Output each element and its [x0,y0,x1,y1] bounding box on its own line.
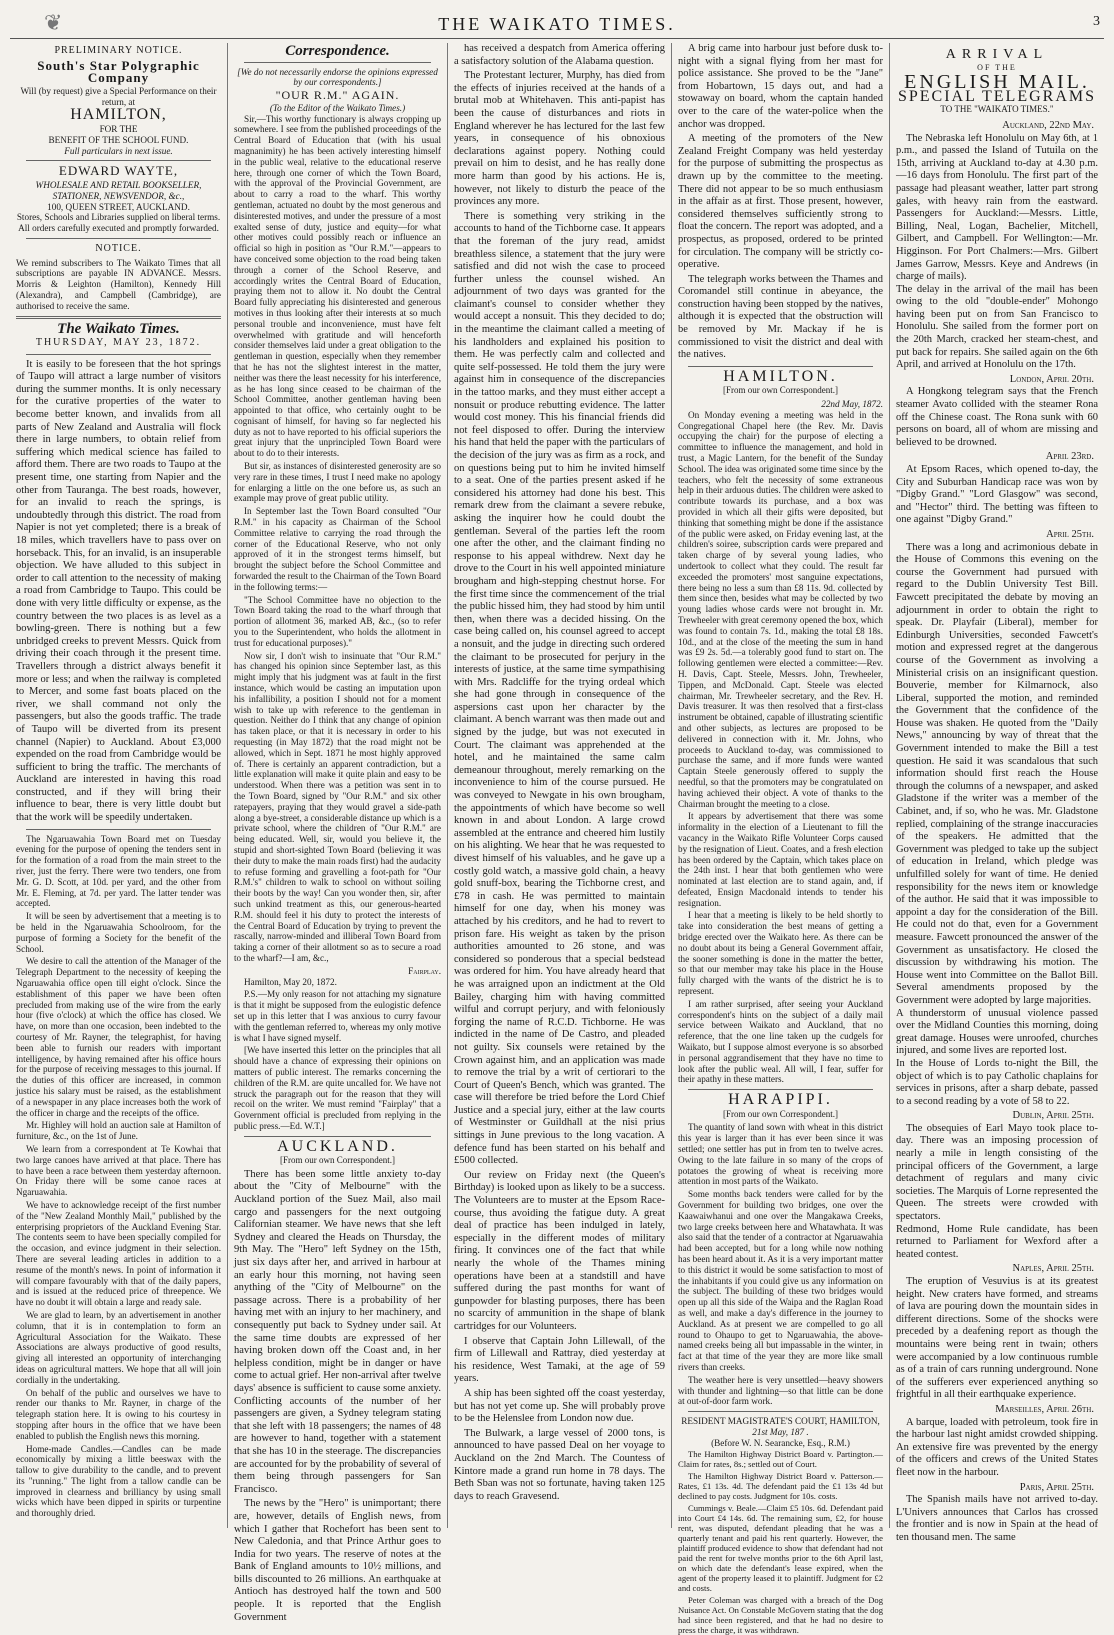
auckland-intro-paragraph: A brig came into harbour just before dusk to-night with a signal flying from her mast for police assistance. She proved to be the "Jane" from Hobartown, 15 days out, and had a stowaway on board, whom the captain handed over to the care of the water-police when the anchor was dropped. [678,43,883,130]
letter-signature: Fairplay. [408,965,441,976]
notice-footer: Full particulars in next issue. [64,145,173,156]
notice-company-title: South's Star Polygraphic Company [37,57,200,86]
court-case: Cummings v. Beale.—Claim £5 10s. 6d. Defendant paid into Court £4 14s. 6d. The remaining sum, £2, for house rent, was disputed, defendant pleading that he was a quarterly tenant and paid his rent quarterly. However, the plaintiff produced evidence to show that defendant had not paid the rent for twelve months prior to the 6th April last, on which date the defendant's lease expired, when the agent of the property leased it to plaintiff. Judgment for £2 and costs. [678,1502,883,1593]
hamilton-paragraph: I am rather surprised, after seeing your Auckland correspondent's hints on the subject of a daily mail service between Waikato and Auckland, that no reference, that the one line taken up the cudgels for Waikato, but I suppose almost everyone is so absorbed in personal aggrandisement that they have no time to look after the public weal. All will, I fear, suffer for their apathy in these matters. [678,998,883,1085]
correspondence-disclaimer: [We do not necessarily endorse the opinions expressed by our correspondents.] [237,66,438,88]
divider [26,829,211,830]
dispatch-text: At Epsom Races, which opened to-day, the City and Suburban Handicap race was won by "Digby Grand." "Lord Glasgow" was second, and "Hector" third. The betting was fifteen to one against "Digby Grand." [896,464,1098,526]
column-4 [672,43,890,1635]
divider [26,354,211,355]
auckland-continued-paragraph: The Bulwark, a large vessel of 2000 tons, is announced to have passed Deal on her voyage to Auckland on the 2nd March. The Countess of Kintore made a grand run home in 78 days. The Beth Sban was not so fortunate, having taken 125 days to reach Gravesend. [454,1427,665,1502]
harapipi-heading: HARAPIPI. [728,1091,833,1109]
letter-addressee: (To the Editor of the Waikato Times.) [269,102,406,113]
letter-paragraph: Sir,—This worthy functionary is always cropping up somewhere. I see from the published proceedings of the Central Board of Education that (with his usual magnanimity) he has been actively interesting himself in the public weal, relative to the educational reserve here, through one corner of which the Town Board, with the approval of the Provincial Government, are about to carry a road to the wharf. This worthy gentleman, actuated no doubt by the most generous and disinterested motives, and under the pressure of a most exalted sense of duty, justice and equity—for what other motives could possibly reach or influence an official so high in position as "Our R.M."—appears to have conceived some objection to the road being taken through a corner of the School Reserve, and accordingly writes the Central Board of Education, praying them not to allow it. No doubt the Central Board fully appreciating his disinterested and generous motives in thus looking after their interests at so much personal trouble and inconvenience, must have felt overwhelmed with gratitude and will henceforth consider themselves laid under a great obligation to the gentleman in question, especially when they remember that he has not the slightest interest in the matter, neither was there the least necessity for his interference, as he has long since ceased to be chairman of the School Committee, another gentleman having been appointed to that office, who certainly ought to be cognisant of himself, for having so far neglected his duty as not to have reported to his official superiors the great injury that the unprincipled Town Board were about to do to their interests. [234,113,441,459]
letter-paragraph: Now sir, I don't wish to insinuate that "Our R.M." has changed his opinion since September last, as this might imply that his judgment was at fault in the first instance, which would be casting an imputation upon his infallibility, a position I should not for a moment wish to take up with reference to the gentleman in question. Neither do I think that any change of opinion has taken place, or that it is necessary in order to his requesting (in May 1872) that the road might not be allowed, which in Sept. 1871 he most highly approved of. There is certainly an apparent contradiction, but a little explanation will make it quite plain and easy to be understood. When there was a petition was sent in to the Town Board, signed by "Our R.M." and six other ratepayers, praying that they would gravel a side-path along a bye-street, a considerable distance up which is a private school, where the children of "Our R.M." are being educated. Well, sir, would you believe it, the stupid and short-sighted Town Board (believing it was their duty to make the main roads first) had the audacity to refuse forming and gravelling a foot-path for "Our R.M.'s" children to walk to school on without soiling their boots by the way! Can you wonder then, sir, after such unkind treatment as this, our generous-hearted R.M. should feel it his duty to protect the interests of the Central Board of Education by trying to prevent the rascally, narrow-minded and illiberal Town Board from taking a corner of their allotment so as to secure a road to the wharf?—I am, &c., [234,650,441,963]
divider [26,160,211,161]
auckland-intro-paragraph: The telegraph works between the Thames and Coromandel still continue in abeyance, the construction having been stopped by the natives, although it is expected that the obstruction will be removed by Mr. Mackay if he is commissioned to visit the district and deal with the natives. [678,273,883,361]
local-news-item: It will be seen by advertisement that a meeting is to be held in the Ngaruawahia Schoolroom, for the purpose of forming a Society for the benefit of the School. [16,911,221,954]
column-2 [228,43,448,1623]
english-mail-heading: ENGLISH MAIL. [904,71,1090,94]
dispatch-dateline: Dublin, April 25th. [1012,1110,1094,1122]
letter-paragraph: But sir, as instances of disinterested generosity are so very rare in these times, I trust I need make no apology for enlarging a little on the one before us, as such an example may prove of great public utility. [234,461,441,504]
editorial-paragraph: It is easily to be foreseen that the hot springs of Taupo will attract a large number of visitors during the summer months. It is only necessary for the curative properties of the water to become better known, and invalids from all parts of New Zealand and Australia will flock there in large numbers, to obtain relief from suffering which medical science has failed to afford them. There are two roads to Taupo at the present time, one starting from Napier and the other from Tauranga. The best roads, however, for an invalid to reach the springs, is undoubtedly through this district. The road from Napier is not yet completed; there is a break of 18 miles, which travellers have to pass over on horseback. This, for an invalid, is an insuperable objection. We have alluded to this subject in order to call attention to the necessity of making a road from Cambridge to Taupo. This could be done with very little difficulty or expense, as the country between the two places is as level as a bowling-green. There is nothing but a few unbridged creeks to prevent Messrs. Quick from driving their coach through it the present time. Travellers through a district always benefit it more or less; and when the railway is completed to Mercer, and some fast boats placed on the river, we shall command not only the passengers, but also the goods traffic. The trade of Taupo will be diverted from its present channel (Napier) to Auckland. About £3,000 expended on the road from Cambridge would be sufficient to bring the traffic. The merchants of Auckland are interested in having this road constructed, and if they will bring their influence to bear, there is very little doubt but that the work will be speedily undertaken. [16,358,221,824]
dispatch-text: The eruption of Vesuvius is at its greatest height. New craters have formed, and streams of lava are pouring down the mountain sides in different directions. Some of the shocks were preceded by a deafening report as though the mountains were being rent in twain; others were accompanied by a low continuous rumble as of a train of cars running underground. None of the sufferers ever experienced anything so frightful in all their earthquake experience. [896,1276,1098,1401]
local-news-item: We have to acknowledge receipt of the first number of the "New Zealand Monthly Mail," published by the enterprising proprietors of the Auckland Evening Star. The contents seem to have been specially compiled for the occasion, and evince judgment in their selection. There are several leading articles in addition to a resume of the month's news. In point of information it will compare favourably with that of the daily papers, and is issued at the reduced price of threepence. We have no doubt it will obtain a large and ready sale. [16,1199,221,1308]
column-1 [10,43,228,1528]
advert-line2: All orders carefully executed and promptly forwarded. [18,223,219,234]
local-news-item: On behalf of the public and ourselves we have to render our thanks to Mr. Rayner, in charge of the telegraph station here. It is owing to his courtesy in stopping after hours in the office that we have been enabled to publish the English news this morning. [16,1387,221,1441]
harapipi-correspondent: [From our own Correspondent.] [723,1108,838,1119]
letter-title: "OUR R.M." AGAIN. [275,88,400,103]
auckland-correspondent: [From our own Correspondent.] [280,1155,395,1166]
editorial-flag: The Waikato Times. [57,320,180,337]
advert-name: EDWARD WAYTE, [58,163,179,179]
local-news-item: We are glad to learn, by an advertisement in another column, that it is in contemplation to form an Agricultural Association for the Waikato. These Associations are always productive of good results, giving all interested an opportunity of interchanging ideas on agricultural matters. We hope that all will join cordially in the undertaking. [16,1309,221,1385]
harapipi-paragraph: The weather here is very unsettled—heavy showers with thunder and lightning—so that little can be done at out-of-door farm work. [678,1374,883,1407]
auckland-heading: AUCKLAND. [277,1137,398,1155]
divider [688,1411,873,1412]
local-news-item: We learn from a correspondent at Te Kowhai that two large canoes have arrived at that place. There has to have been a race between them yesterday afternoon. On Friday there will be some canoe races at Ngaruawahia. [16,1143,221,1198]
special-telegrams-heading: SPECIAL TELEGRAMS [897,87,1096,105]
auckland-continued-paragraph: There is something very striking in the accounts to hand of the Tichborne case. It appears that the foreman of the jury read, amidst breathless silence, a statement that the jury were satisfied and did not wish the case to proceed further unless the counsel wished. An adjournment of two days was granted for the claimant's counsel to consider whether they would accept a nonsuit. This they decided to do; in the meantime the claimant called a meeting of his landholders and explained his position to them. He was perfectly calm and collected and quite self-possessed. He told them the jury were against him in consequence of the discrepancies in the tattoo marks, and they must either accept a nonsuit or produce rebutting evidence. The latter would cost money. This his financial friends did not feel disposed to offer. During the interview his hand that held the paper with the particulars of the decision of the jury was as firm as a rock, and on questions being put to him he invited himself to a seat. One of the parties present asked if he considered his attorney had done his best. This remark drew from the claimant a severe rebuke, asking the inquirer how he could doubt the gentleman. Several of the parties left the room one after the other, and the claimant finding no response to his appeal withdrew. Next day he drove to the Court in his well appointed miniature brougham and high-stepping chestnut horse. For the first time since the commencement of the trial the public hissed him, they had stood by him until then, when there was a decided hissing. On the case being called on, his counsel agreed to accept a nonsuit, and the judge in directing such ordered the claimant to be prosecuted for perjury in the interests of justice, at the same time sympathising with Mrs. Radcliffe for the trying ordeal which she had gone through in consequence of the aspersions cast upon her character by the claimant. A bench warrant was then made out and signed by the judge, but was not executed in Court. The claimant was apprehended at the hotel, and he maintained the same calm demeanour throughout, merely remarking on the inconvenience to him of the course pursued. He was conveyed to Newgate in his own brougham, the appointments of which have become so well known in and about London. A large crowd assembled at the entrance and cheered him lustily on his alighting. We hear that he was requested to divest himself of his valuables, and he gave up a costly gold watch, a massive gold chain, a heavy gold snuff-box, bearing the Tichborne crest, and £78 in cash. He was permitted to maintain himself for one day, when his money was attached by his creditors, and he had to revert to prison fare. His weight as taken by the prison authorities amounted to 26 stone, and was considered so ponderous that a special bedstead was ordered for him. You have already heard that he was arraigned upon an indictment at the Old Bailey, charging him with having committed wilful and corrupt perjury, and with feloniously forging the name of R.C.D. Tichborne. He was indicted in the name of De Castro, and pleaded not guilty. Six counsels were retained by the Crown against him, and an application was made to remove the trial by a writ of certiorari to the Court of Queen's Bench, which was granted. The case will therefore be tried before the Lord Chief Justice and a special jury, either at the law courts of Westminster or Guildhall at the nisi prius sittings in June previous to the long vacation. A defence fund has been started on his behalf and £500 collected. [454,210,665,1167]
letter-paragraph: In September last the Town Board consulted "Our R.M." in his capacity as Chairman of the School Committee relative to carrying the road through the corner of the Educational Reserve, who not only approved of it in the strongest terms himself, but brought the subject before the School Committee and forwarded the result to the Chairman of the Town Board in the following terms:— [234,506,441,592]
editorial-date: THURSDAY, MAY 23, 1872. [35,337,202,349]
dispatch-dateline: April 23rd. [1045,451,1094,463]
local-news-item: The Ngaruawahia Town Board met on Tuesday evening for the purpose of opening the tenders sent in for the formation of a road from the main street to the river, just the ferry. There were two tenders, one from Mr. G. D. Scott, at 10d. per yard, and the other from Mr. E. Fleming, at 7d. per yard. The latter tender was accepted. [16,833,221,909]
dispatch-text: The obsequies of Earl Mayo took place to-day. There was an imposing procession of nearly a mile in length consisting of the principal officers of the Government, a large detachment of regulars and many civic societies. The Marquis of Lorne represented the Queen. The streets were crowded with spectators. Redmond, Home Rule candidate, has been returned to Parliament for Wexford after a heated contest. [896,1122,1098,1260]
dispatch-dateline: London, April 20th. [1009,373,1094,385]
court-case: The Hamilton Highway District Board v. Partington.—Claim for rates, 8s.; settled out of Court. [678,1448,883,1469]
dispatch-dateline: Paris, April 25th. [1019,1481,1094,1493]
auckland-continued-paragraph: Our review on Friday next (the Queen's Birthday) is looked upon as likely to be a success. The Volunteers are to muster at the Epsom Race-course, thus avoiding the fatigue duty. A great deal of practice has been indulged in lately, especially in the different modes of military firing. It convinces one of the fact that while nearly the whole of the Thames mining operations have been at a standstill and have suffered during the past months for want of gunpowder for blasting purposes, there has been no scarcity of ammunition in the shape of blank cartridges for our Volunteers. [454,1169,665,1332]
court-date: 21st May, 187 . [752,1426,809,1437]
divider [688,1089,873,1090]
court-before: (Before W. N. Searancke, Esq., R.M.) [711,1437,850,1448]
dispatch-text: The Nebraska left Honolulu on May 6th, at 1 p.m., and passed the Island of Tutuila on the 15th, arriving at Auckland to-day at 4.30 p.m.—16 days from Honolulu. The first part of the passage had pleasant weather, latter part strong gales, with heavy rain from the eastward. Passengers for Auckland:—Messrs. Little, Billing, Neal, Logan, Bachelier, Mitchell, Gilbert, and Campbell. For Wellington:—Mr. Higginson. For Port Chalmers:—Mrs. Gilbert James Garrow, Messrs. Keye and Andrews (in charge of mails). The delay in the arrival of the mail has been owing to the old "double-ender" Mohongo having been put on from San Francisco to Honolulu. She sailed from the former port on the 20th March, cracked her steam-chest, and put back for repairs. She sailed again on the 6th April, and arrived at Honolulu on the 17th. [896,132,1098,371]
auckland-intro-paragraph: A meeting of the promoters of the New Zealand Freight Company was held yesterday for the purpose of submitting the prospectus as drawn up by the committee to the meeting. There did not appear to be so much enthusiasm in the affair as at first. Those present, however, considered themselves sufficiently strong to float the concern. The report was adopted, and a prospectus, as proposed, ordered to be printed for circulation. The company will be strictly co-operative. [678,133,883,271]
local-news-item: We desire to call the attention of the Manager of the Telegraph Department to the necessity of keeping the Ngaruawahia office open till eight o'clock. Since the establishment of this paper we have been often precluded from making use of the wire from the early hour (five o'clock) at which the office has closed. We have, on more than one occasion, been indebted to the courtesy of Mr. Rayner, the telegraphist, for having been able to furnish our readers with important intelligence, by having remained after his office hours for the purpose of receiving messages to this journal. If the duties of this officer are increased, in common justice his salary must be raised, as the establishment of a newspaper in any place increases both the work of the officer in charge and the receipts of the office. [16,956,221,1118]
court-case: The Hamilton Highway District Board v. Patterson.—Rates, £1 13s. 4d. The defendant paid the £1 13s 4d but declined to pay costs. Judgment for 10s. costs. [678,1470,883,1501]
auckland-continued-paragraph: A ship has been sighted off the coast yesterday, but has not yet come up. She will probably prove to be the Helenslee from London now due. [454,1387,665,1425]
harapipi-paragraph: Some months back tenders were called for by the Government for building two bridges, one over the Kaawaiwhanui and one over the Mangakawa Creeks, two large creeks between here and Whatawhata. It was also said that the tender of a contractor at Ngaruawahia had been accepted, but for a long while now nothing has been heard about it. As it is a very important matter to this district it would be some satisfaction to most of the inhabitants if you could give us any information on the subject. The building of these two bridges would open up all this side of the Waipa and the Raglan Road as well, and make a day's difference in the journey to Auckland. As at present we are compelled to go all round to Ohaupo to get to Ngaruawahia, the above-named creeks being all but impassable in the winter, in fact at that time of the year they are more like small rivers than creeks. [678,1189,883,1372]
dispatch-text: A Hongkong telegram says that the French steamer Avato collided with the steamer Rona off the Chinese coast. The Rona sunk with 60 persons on board, all of whom are missing and believed to be drowned. [896,386,1098,448]
letter-paragraph: "The School Committee have no objection to the Town Board taking the road to the wharf through that portion of allotment 36, marked AB, &c., (so to refer you to the Superintendent, who holds the allotment in trust for educational purposes)." [234,594,441,648]
hamilton-paragraph: It appears by advertisement that there was some informality in the election of a Lieutenant to fill the vacancy in the Waikato Rifle Volunteer Corps caused by the resignation of Lieut. Coates, and a fresh election has been ordered by the Captain, which takes place on the 24th inst. I hear that both gentlemen who were nominated at last election are to stand again, and, if defeated, Ensign Macdonald intends to tender his resignation. [678,811,883,908]
divider [244,62,431,63]
hamilton-date: 22nd May, 1872. [821,399,883,410]
editor-note: [We have inserted this letter on the principles that all should have a chance of expressing their opinions on matters of public interest. The remarks concerning the children of the R.M. are quite uncalled for. We have not struck the paragraph out for the reason that they will recoil on the writer. We must remind "Fairplay" that a Government official is precluded from replying in the public press.—Ed. W.T.] [234,1045,441,1131]
letter-dateline: Hamilton, May 20, 1872. [244,976,337,987]
hamilton-paragraph: On Monday evening a meeting was held in the Congregational Chapel here (the Rev. Mr. Davis occupying the chair) for the purpose of electing a committee to influence the management, and hold in trust, a Magic Lantern, for the benefit of the Sunday School. The idea was originated some time since by the teachers, who felt the necessity of some extraneous help in their arduous duties. The children were asked to contribute towards its purchase, and a box was provided in which all their gifts were deposited, but thinking that something might be done if the assistance of the public were asked, on Friday evening last, at the children's soiree, subscription cards were prepared and taken charge of by several young ladies, who undertook to collect what they could. The result far exceeded the promoters' most sanguine expectations, there being no less a sum than £8 11s. 9d. collected by them since then, besides what may be collected by two young ladies whose cards were not brought in. Mr. Trewheeler with great ceremony opened the box, which was found to contain 7s. 1d., making the total £8 18s. 10d., and at the close of the meeting the sum in hand was £9 2s. 5d.—a tolerably good fund to start on. The following gentlemen were elected a committee:—Rev. H. Davis, Capt. Steele, Messrs. John, Trewheeler, Tippen, and McDonald. Capt. Steele was elected chairman, Mr. Trewheeler secretary, and the Rev. H. Davis treasurer. It was then resolved that a first-class instrument be obtained, capable of illustrating scientific and other subjects, as lectures are proposed to be delivered in connection with it. Mr. Johns, who proceeds to Auckland to-day, was commissioned to purchase the same, and if more funds were wanted Captain Steele generously offered to supply the needful, so that the promoters may be congratulated on having achieved their object. A vote of thanks to the Chairman brought the meeting to a close. [678,409,883,809]
advert-trade: WHOLESALE AND RETAIL BOOKSELLER, STATIONER, NEWSVENDOR, &c., [35,179,202,201]
dispatch-dateline: April 25th. [1046,528,1094,540]
divider [244,1136,431,1137]
divider [26,238,211,239]
notice2-body: We remind subscribers to The Waikato Times that all subscriptions are payable IN ADVANCE. Messrs. Morris & Leighton (Hamilton), Kennedy Hill (Alexandra), and Campbell (Cambridge), are authorised to receive the same. [16,257,221,311]
page-number: 3 [1093,14,1100,29]
column-3 [448,43,672,1528]
auckland-paragraph: The news by the "Hero" is unimportant; there are, however, details of English news, from which I gather that Rochefort has been sent to New Caledonia, and that Prince Arthur goes to India for two years. The reserve of notes at the Bank of England amounts to 10½ millions, and bills discounted to 26 millions. An earthquake at Antioch has destroyed half the town and 500 people. It is reported that the English Government [234,1498,441,1623]
hamilton-correspondent: [From our own Correspondent.] [723,385,838,396]
newspaper-title: THE WAIKATO TIMES. [438,14,676,34]
hamilton-paragraph: I hear that a meeting is likely to be held shortly to take into consideration the best means of getting a bridge erected over the Waikato here. As there can be no doubt about its being a General Government affair, the sooner something is done in the matter the better, so that our member may take his place in the House fully charged with the wants of the district he is to represent. [678,910,883,997]
notice-benefit: BENEFIT OF THE SCHOOL FUND. [48,134,189,145]
dispatch-dateline: Naples, April 25th. [1012,1263,1094,1275]
arrival-heading: ARRIVAL [945,47,1049,62]
notice2-label: NOTICE. [95,242,142,254]
auckland-continued-paragraph: I observe that Captain John Lillewall, of the firm of Lillewall and Rattray, died yesterday at his residence, West Tamaki, at the age of 59 years. [454,1335,665,1385]
hamilton-heading: HAMILTON. [723,367,838,385]
correspondence-flag: Correspondence. [285,43,390,59]
auckland-paragraph: There has been some little anxiety to-day about the "City of Melbourne" with the Auckland portion of the Suez Mail, also mail cargo and passengers for the next outgoing Californian steamer. We have news that she left Sydney and cleared the Heads on Thursday, the 9th May. The "Hero" left Sydney on the 15th, just six days after her, and arrived in harbour at an early hour this morning, not having seen anything of the "City of Melbourne" on the passage across. There is a probability of her having met with an injury to her machinery, and consequently put back to Sydney under sail. At the same time doubts are expressed of her having broken down off the Coast and, in her helpless condition, might be in danger or have come to actual grief. Her non-arrival after twelve days' absence is sufficient to cause some anxiety. Conflicting accounts of the number of her passengers are given, a Sydney telegram stating that she left with 18 passengers; the names of 48 are however to hand, together with a statement that she has 10 in the steerage. The discrepancies are accounted for by the probability of several of them being through passengers for San Francisco. [234,1168,441,1495]
arrival-of-the: OF THE [977,62,1017,72]
notice-label: PRELIMINARY NOTICE. [54,45,183,56]
local-news-item: Mr. Highley will hold an auction sale at Hamilton of furniture, &c., on the 1st of June. [16,1120,221,1142]
telegrams-subheading: TO THE "WAIKATO TIMES." [940,104,1054,115]
notice-body: Will (by request) give a Special Performance on their return, at [20,85,217,107]
court-heading: RESIDENT MAGISTRATE'S COURT, HAMILTON, [681,1416,880,1427]
dispatch-dateline: Auckland, 22nd May. [1002,119,1094,131]
notice-place: HAMILTON, [70,106,167,124]
dispatch-text: There was a long and acrimonious debate in the House of Commons this evening on the course the Government had pursued with regard to the Dublin University Test Bill. Fawcett precipitated the debate by moving an adjournment in order to obtain the right to speak. Dr. Playfair (Liberal), member for Edinburgh Universities, seconded Fawcett's motion and expressed regret at the dangerous course of the Government as involving a Ministerial crisis on an insignificant question. Bouverie, member for Kilmarnock, also Liberal, supported the motion, and reminded the Government that the confidence of the House was shaken. He quoted from the "Daily News," announcing by way of threat that the Government intended to make the Bill a test question. He said it was scandalous that such information should first reach the House through the columns of a newspaper, and asked Gladstone if the writer was a member of the Cabinet, and, if so, who he was. Mr. Gladstone replied, complaining of the strange inaccuracies of the speakers. He admitted that the Government was pledged to take up the subject of education in Ireland, which pledge was unfulfilled solely for want of time. He denied responsibility for the news item or knowledge of the author. He said that it was impossible to appoint a day for the consideration of the Bill. He could not do that, even for a Government measure. Fawcett pronounced the answer of the Government as unsatisfactory. He closed the discussion by withdrawing his motion. The House went into Committee on the Ballot Bill. Several amendments proposed by the Government were adopted by large majorities. A thunderstorm of unusual violence passed over the Midland Counties this morning, doing great damage. Houses were unroofed, churches injured, and some lives are reported lost. In the House of Lords to-night the Bill, the object of which is to pay Catholic chaplains for services in prisons, after a sharp debate, passed to a second reading by a vote of 58 to 22. [896,541,1098,1107]
notice-for: FOR THE [99,123,138,134]
dispatch-text: The Spanish mails have not arrived to-day. L'Univers announces that Carlos has crossed the frontier and is now in Spain at the head of ten thousand men. The same [896,1494,1098,1543]
local-news-item: Home-made Candles.—Candles can be made economically by mixing a little beeswax with the tallow to give durability to the candle, and to prevent its "running." The light from a tallow candle can be improved in clearness and brilliancy by using small wicks which have been dipped in spirits or turpentine and thoroughly dried. [16,1443,221,1519]
masthead-ornament-icon: ❦ [44,10,63,35]
masthead [10,8,1104,39]
auckland-continued-paragraph: has received a despatch from America offering a satisfactory solution of the Alabama question. [454,43,665,67]
auckland-continued-paragraph: The Protestant lecturer, Murphy, has died from the effects of injuries received at the hands of a brutal mob at Whitehaven. This anti-papist has been the cause of disturbances and riots in England wherever he has lectured for the last few years, in consequence of his obnoxious declarations against popery. Nothing could prevail on him to desist, and he has really done more harm than good by his actions. He is, however, not likely to disturb the peace of the provinces any more. [454,70,665,208]
court-case: Peter Coleman was charged with a breach of the Dog Nuisance Act. On Constable McGovern stating that the dog had since been registered, and that he had no desire to press the charge, it was withdrawn. [678,1594,883,1635]
dispatch-text: A barque, loaded with petroleum, took fire in the harbour last night amidst crowded shipping. An extensive fire was prevented by the energy of the officers and crews of the United States fleet now in the harbour. [896,1416,1098,1478]
column-5 [890,43,1104,1543]
dispatch-dateline: Marseilles, April 26th. [995,1403,1094,1415]
advert-address: 100, QUEEN STREET, AUCKLAND. [47,201,190,212]
advert-line1: Stores, Schools and Libraries supplied on liberal terms. [16,212,221,223]
divider [16,316,221,319]
divider [688,366,873,367]
harapipi-paragraph: The quantity of land sown with wheat in this district this year is larger than it has ever been since it was settled; one settler has put in from ten to twelve acres. Owing to the late failure in so many of the crops of potatoes the growing of wheat is receiving more attention in most parts of the Waikato. [678,1122,883,1187]
letter-postscript: P.S.—My only reason for not attaching my signature is that it might be supposed from the eulogistic defence set up in this letter that I was anxious to curry favour with the gentleman referred to, whereas my only motive is what I have signed myself. [234,989,441,1043]
